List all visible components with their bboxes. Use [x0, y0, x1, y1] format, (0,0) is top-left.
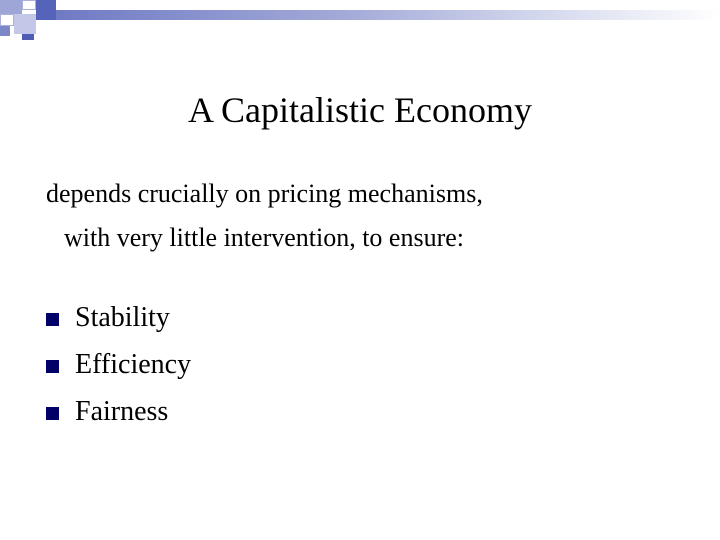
- bullet-label: Stability: [75, 301, 170, 333]
- bullet-label: Efficiency: [75, 348, 192, 380]
- decor-square: [36, 0, 56, 20]
- intro-text: [46, 172, 686, 260]
- list-item: [46, 294, 191, 341]
- bullet-list: [46, 294, 191, 435]
- decor-gradient-band: [56, 10, 720, 20]
- intro-line-1: depends crucially on pricing mechanisms,: [46, 179, 483, 208]
- square-bullet-icon: [46, 360, 59, 373]
- decor-square: [0, 26, 10, 36]
- square-bullet-icon: [46, 313, 59, 326]
- decor-square: [0, 14, 14, 26]
- decor-square: [22, 34, 34, 40]
- slide-title: A Capitalistic Economy: [188, 90, 532, 130]
- corner-decoration: [0, 0, 720, 40]
- list-item: [46, 388, 191, 435]
- bullet-label: Fairness: [75, 395, 169, 427]
- decor-square: [14, 14, 36, 34]
- decor-square: [22, 0, 36, 10]
- decor-square: [0, 0, 22, 14]
- square-bullet-icon: [46, 407, 59, 420]
- intro-line-2: with very little intervention, to ensure:: [64, 223, 465, 252]
- list-item: [46, 341, 191, 388]
